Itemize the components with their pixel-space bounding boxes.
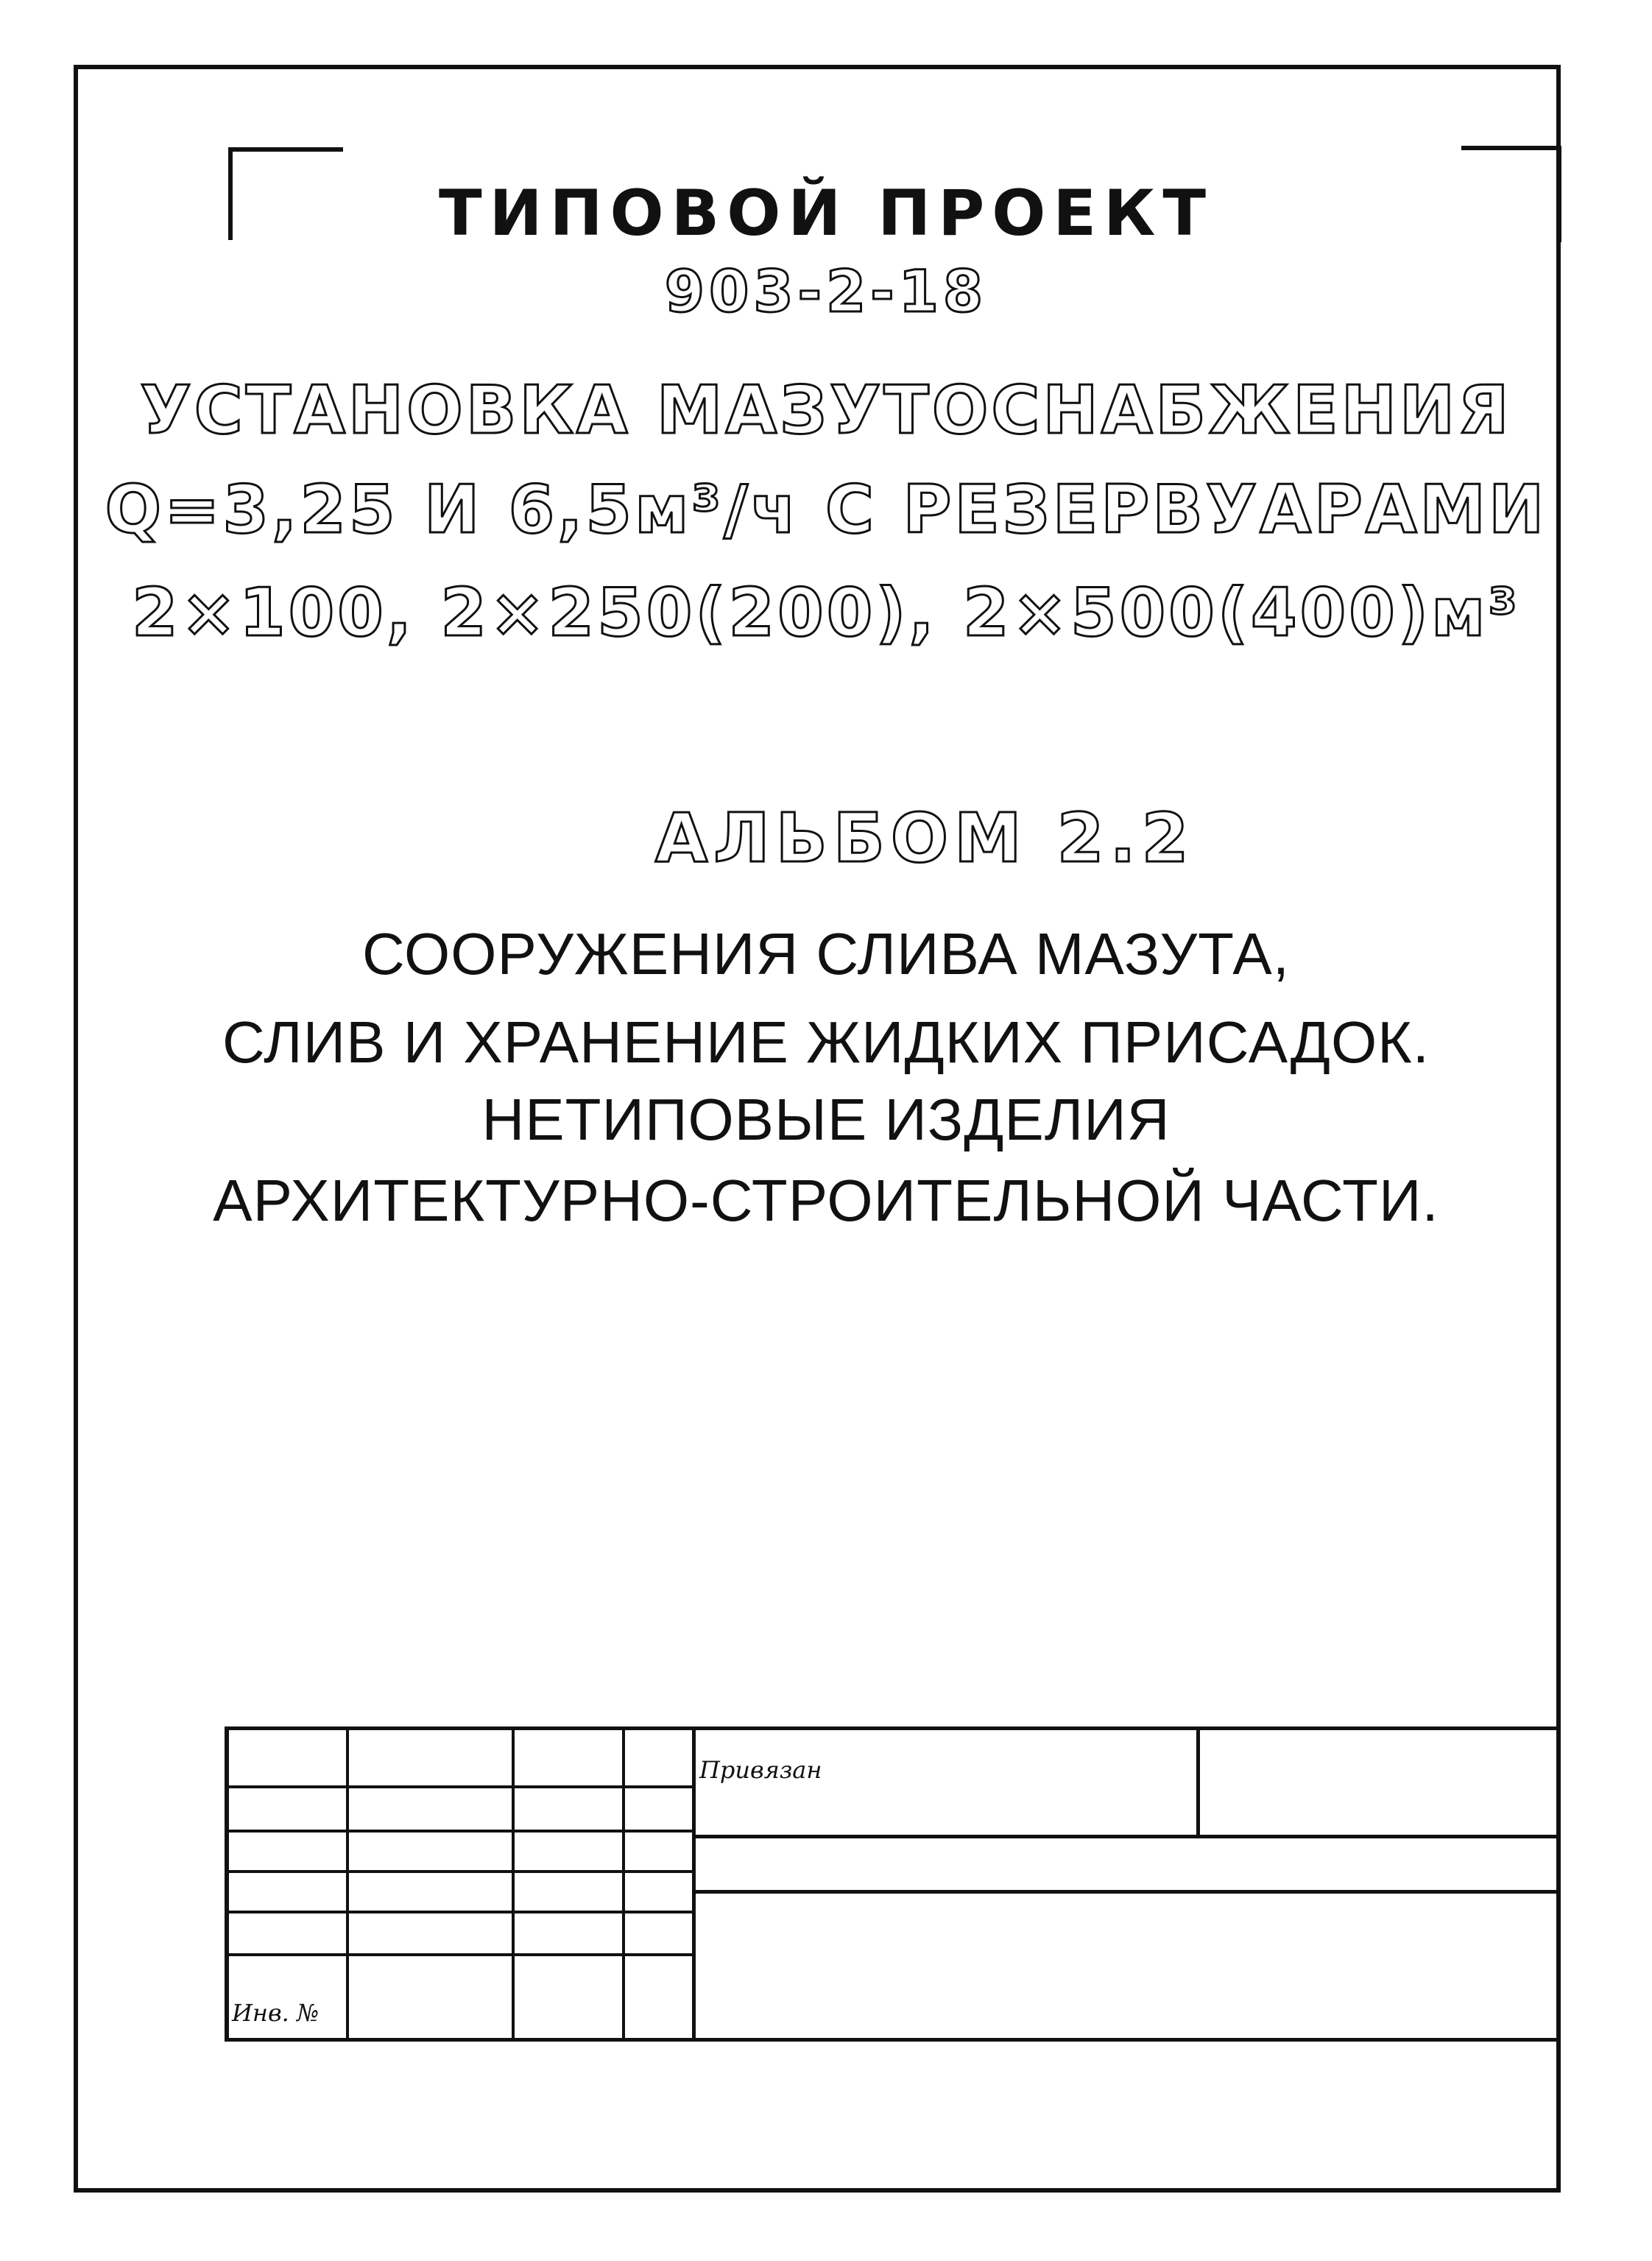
project-label: ТИПОВОЙ ПРОЕКТ [438, 177, 1214, 250]
title-block-right-border [1556, 1704, 1561, 2042]
album-description-line-1: СООРУЖЕНИЯ СЛИВА МАЗУТА, [362, 921, 1290, 987]
grid-line [225, 1953, 696, 1956]
grid-line [225, 1870, 696, 1873]
grid-line [622, 1726, 625, 2042]
album-label: АЛЬБОМ 2.2 [655, 799, 1195, 878]
album-description-line-3: НЕТИПОВЫЕ ИЗДЕЛИЯ [481, 1087, 1171, 1152]
title-block-left-border [225, 1726, 229, 2042]
grid-line [225, 1785, 696, 1788]
title-line-1: УСТАНОВКА МАЗУТОСНАБЖЕНИЯ [140, 372, 1512, 449]
grid-line [346, 1726, 349, 2042]
title-block-top-line [225, 1726, 1561, 1730]
bound-label: Привязан [699, 1756, 822, 1784]
grid-line [692, 1835, 1561, 1838]
album-description-line-4: АРХИТЕКТУРНО-СТРОИТЕЛЬНОЙ ЧАСТИ. [213, 1168, 1439, 1233]
project-number: 903-2-18 [664, 259, 988, 325]
grid-line [692, 1726, 696, 2042]
title-line-3: 2×100, 2×250(200), 2×500(400)м³ [132, 574, 1520, 652]
grid-line [692, 1890, 1561, 1894]
album-description-line-2: СЛИВ И ХРАНЕНИЕ ЖИДКИХ ПРИСАДОК. [222, 1009, 1430, 1075]
grid-line [225, 1911, 696, 1913]
grid-line [512, 1726, 515, 2042]
grid-line [1196, 1726, 1200, 1837]
grid-line [225, 1830, 696, 1833]
title-line-2: Q=3,25 И 6,5м³/ч С РЕЗЕРВУАРАМИ [105, 471, 1547, 549]
title-block [225, 1726, 1561, 2042]
title-block-bottom-line [225, 2038, 1561, 2042]
inventory-label: Инв. № [232, 1999, 320, 2027]
